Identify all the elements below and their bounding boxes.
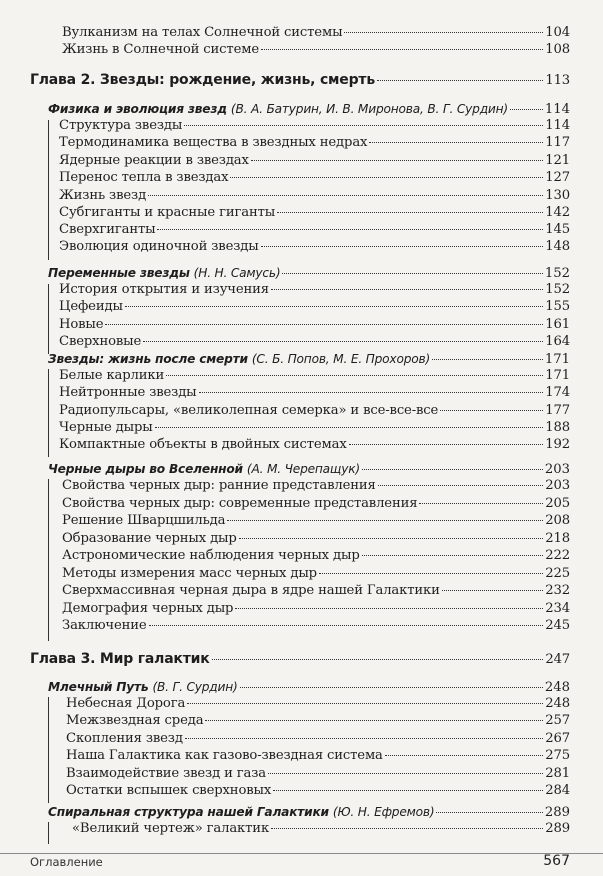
dot-leader: [125, 306, 543, 307]
entry-page: 104: [545, 25, 570, 40]
section-authors: (В. Г. Сурдин): [152, 680, 238, 694]
dot-leader: [377, 80, 543, 81]
dot-leader: [436, 812, 542, 813]
toc-entry[interactable]: [62, 601, 570, 616]
entry-page: 245: [545, 618, 570, 633]
toc-entry[interactable]: [59, 403, 570, 418]
entry-page: 257: [545, 713, 570, 728]
toc-entry[interactable]: [66, 731, 570, 746]
dot-leader: [143, 341, 543, 342]
dot-leader: [105, 324, 543, 325]
dot-leader: [199, 392, 544, 393]
entry-page: 127: [545, 170, 570, 185]
entry-title: Радиопульсары, «великолепная семерка» и все-все-все: [59, 403, 439, 418]
section-page: 248: [544, 680, 570, 695]
chapter-title: Глава 2. Звезды: рождение, жизнь, смерть: [30, 72, 375, 88]
section-bracket-line: [48, 479, 49, 641]
entry-title: Вулканизм на телах Солнечной системы: [62, 25, 343, 40]
section-title: Переменные звезды: [48, 266, 190, 280]
entry-page: 152: [545, 282, 570, 297]
entry-title: История открытия и изучения: [59, 282, 269, 297]
entry-title: Сверхгиганты: [59, 222, 156, 237]
dot-leader: [432, 359, 543, 360]
entry-title: Сверхновые: [59, 334, 142, 349]
entry-page: 234: [545, 601, 570, 616]
section-authors: (Н. Н. Самусь): [193, 266, 281, 280]
section-authors: (С. Б. Попов, М. Е. Прохоров): [251, 352, 431, 366]
entry-page: 108: [545, 42, 570, 57]
entry-page: 232: [545, 583, 570, 598]
dot-leader: [349, 444, 544, 445]
dot-leader: [378, 485, 544, 486]
entry-page: 130: [545, 188, 570, 203]
entry-title: Черные дыры: [59, 420, 153, 435]
section-title: Черные дыры во Вселенной: [48, 462, 243, 476]
dot-leader: [510, 109, 543, 110]
entry-title: Новые: [59, 317, 104, 332]
dot-leader: [369, 142, 543, 143]
footer-rule: [0, 853, 603, 854]
section-authors: (А. М. Черепащук): [246, 462, 360, 476]
toc-entry[interactable]: [59, 437, 570, 452]
toc-entry[interactable]: [62, 42, 570, 57]
toc-entry[interactable]: [62, 478, 570, 493]
dot-leader: [230, 177, 543, 178]
entry-page: 222: [545, 548, 570, 563]
entry-page: 289: [545, 821, 570, 836]
toc-entry[interactable]: [59, 282, 570, 297]
toc-entry[interactable]: [59, 420, 570, 435]
toc-entry[interactable]: [59, 334, 570, 349]
entry-title: Межзвездная среда: [66, 713, 204, 728]
toc-entry[interactable]: [59, 153, 570, 168]
entry-title: Субгиганты и красные гиганты: [59, 205, 276, 220]
chapter-heading[interactable]: [30, 72, 570, 88]
entry-title: Астрономические наблюдения черных дыр: [62, 548, 360, 563]
running-footer-label: Оглавление: [30, 855, 103, 869]
entry-title: Свойства черных дыр: современные представления: [62, 496, 418, 511]
entry-title: Цефеиды: [59, 299, 123, 314]
dot-leader: [166, 375, 543, 376]
entry-page: 142: [545, 205, 570, 220]
entry-title: Сверхмассивная черная дыра в ядре нашей Галактики: [62, 583, 440, 598]
section-bracket-line: [48, 284, 49, 354]
toc-entry[interactable]: [62, 496, 570, 511]
dot-leader: [385, 755, 543, 756]
entry-page: 155: [545, 299, 570, 314]
toc-entry[interactable]: [59, 317, 570, 332]
entry-title: Наша Галактика как газово-звездная система: [66, 748, 383, 763]
section-heading[interactable]: [48, 102, 570, 117]
entry-title: Решение Шварцшильда: [62, 513, 226, 528]
dot-leader: [149, 625, 544, 626]
entry-page: 161: [545, 317, 570, 332]
toc-entry[interactable]: [59, 222, 570, 237]
toc-entry[interactable]: [59, 118, 570, 133]
chapter-page: 247: [545, 652, 570, 667]
entry-title: Эволюция одиночной звезды: [59, 239, 259, 254]
entry-title: Белые карлики: [59, 368, 165, 383]
dot-leader: [235, 608, 543, 609]
toc-entry[interactable]: [62, 513, 570, 528]
section-page: 171: [544, 352, 570, 367]
dot-leader: [440, 410, 543, 411]
section-page: 114: [544, 102, 570, 117]
toc-entry[interactable]: [62, 25, 570, 40]
entry-title: Ядерные реакции в звездах: [59, 153, 249, 168]
dot-leader: [212, 659, 544, 660]
section-title: Спиральная структура нашей Галактики: [48, 805, 329, 819]
entry-title: Остатки вспышек сверхновых: [66, 783, 272, 798]
page-number: 567: [543, 853, 570, 869]
toc-entry[interactable]: [66, 783, 570, 798]
dot-leader: [271, 289, 543, 290]
chapter-page: 113: [545, 73, 570, 88]
entry-title: Нейтронные звезды: [59, 385, 197, 400]
toc-entry[interactable]: [62, 566, 570, 581]
section-page: 152: [544, 266, 570, 281]
entry-page: 148: [545, 239, 570, 254]
entry-title: Скопления звезд: [66, 731, 183, 746]
entry-title: Перенос тепла в звездах: [59, 170, 229, 185]
entry-title: Небесная Дорога: [66, 696, 186, 711]
section-heading[interactable]: [48, 805, 570, 820]
dot-leader: [155, 427, 544, 428]
entry-page: 114: [545, 118, 570, 133]
dot-leader: [251, 160, 543, 161]
dot-leader: [271, 828, 543, 829]
entry-title: Методы измерения масс черных дыр: [62, 566, 317, 581]
entry-title: Заключение: [62, 618, 147, 633]
dot-leader: [205, 720, 543, 721]
entry-page: 284: [545, 783, 570, 798]
entry-title: «Великий чертеж» галактик: [72, 821, 270, 836]
entry-title: Взаимодействие звезд и газа: [66, 766, 267, 781]
entry-title: Образование черных дыр: [62, 531, 237, 546]
dot-leader: [227, 520, 543, 521]
entry-page: 164: [545, 334, 570, 349]
section-title: Млечный Путь: [48, 680, 149, 694]
dot-leader: [442, 590, 544, 591]
section-bracket-line: [48, 120, 49, 260]
dot-leader: [273, 790, 543, 791]
entry-page: 171: [545, 368, 570, 383]
toc-entry[interactable]: [72, 821, 570, 836]
entry-page: 177: [545, 403, 570, 418]
entry-page: 225: [545, 566, 570, 581]
entry-page: 188: [545, 420, 570, 435]
toc-entry[interactable]: [59, 188, 570, 203]
toc-entry[interactable]: [62, 531, 570, 546]
toc-entry[interactable]: [59, 239, 570, 254]
dot-leader: [261, 49, 543, 50]
toc-entry[interactable]: [59, 170, 570, 185]
entry-page: 145: [545, 222, 570, 237]
entry-page: 205: [545, 496, 570, 511]
entry-page: 208: [545, 513, 570, 528]
entry-page: 192: [545, 437, 570, 452]
entry-page: 248: [545, 696, 570, 711]
entry-page: 281: [545, 766, 570, 781]
entry-title: Термодинамика вещества в звездных недрах: [59, 135, 368, 150]
entry-title: Компактные объекты в двойных системах: [59, 437, 347, 452]
section-heading[interactable]: [48, 352, 570, 367]
chapter-heading[interactable]: [30, 651, 570, 667]
section-bracket-line: [48, 369, 49, 457]
dot-leader: [187, 703, 543, 704]
toc-entry[interactable]: [59, 385, 570, 400]
section-heading[interactable]: [48, 680, 570, 695]
dot-leader: [184, 125, 543, 126]
entry-title: Свойства черных дыр: ранние представления: [62, 478, 376, 493]
toc-entry[interactable]: [66, 713, 570, 728]
dot-leader: [268, 773, 543, 774]
toc-entry[interactable]: [59, 205, 570, 220]
entry-page: 121: [545, 153, 570, 168]
dot-leader: [319, 573, 543, 574]
dot-leader: [239, 538, 544, 539]
dot-leader: [362, 469, 543, 470]
entry-title: Структура звезды: [59, 118, 183, 133]
toc-entry[interactable]: [62, 618, 570, 633]
entry-title: Демография черных дыр: [62, 601, 234, 616]
entry-page: 267: [545, 731, 570, 746]
entry-page: 117: [545, 135, 570, 150]
dot-leader: [362, 555, 544, 556]
section-title: Звезды: жизнь после смерти: [48, 352, 248, 366]
section-page: 203: [544, 462, 570, 477]
dot-leader: [419, 503, 543, 504]
toc-entry[interactable]: [66, 766, 570, 781]
section-heading[interactable]: [48, 462, 570, 477]
entry-page: 218: [545, 531, 570, 546]
toc-entry[interactable]: [62, 548, 570, 563]
toc-entry[interactable]: [59, 368, 570, 383]
entry-page: 174: [545, 385, 570, 400]
entry-title: Жизнь звезд: [59, 188, 147, 203]
section-bracket-line: [48, 822, 49, 844]
toc-entry[interactable]: [66, 748, 570, 763]
section-authors: (В. А. Батурин, И. В. Миронова, В. Г. Сурдин): [230, 102, 508, 116]
entry-page: 275: [545, 748, 570, 763]
dot-leader: [240, 687, 543, 688]
dot-leader: [277, 212, 543, 213]
dot-leader: [148, 195, 543, 196]
section-bracket-line: [48, 697, 49, 803]
section-page: 289: [544, 805, 570, 820]
entry-page: 203: [545, 478, 570, 493]
toc-entry[interactable]: [66, 696, 570, 711]
entry-title: Жизнь в Солнечной системе: [62, 42, 259, 57]
toc-entry[interactable]: [59, 299, 570, 314]
section-heading[interactable]: [48, 266, 570, 281]
toc-entry[interactable]: [62, 583, 570, 598]
dot-leader: [157, 229, 543, 230]
chapter-title: Глава 3. Мир галактик: [30, 651, 210, 667]
section-title: Физика и эволюция звезд: [48, 102, 227, 116]
dot-leader: [261, 246, 544, 247]
toc-entry[interactable]: [59, 135, 570, 150]
dot-leader: [282, 273, 542, 274]
section-authors: (Ю. Н. Ефремов): [332, 805, 435, 819]
dot-leader: [344, 32, 543, 33]
dot-leader: [185, 738, 543, 739]
